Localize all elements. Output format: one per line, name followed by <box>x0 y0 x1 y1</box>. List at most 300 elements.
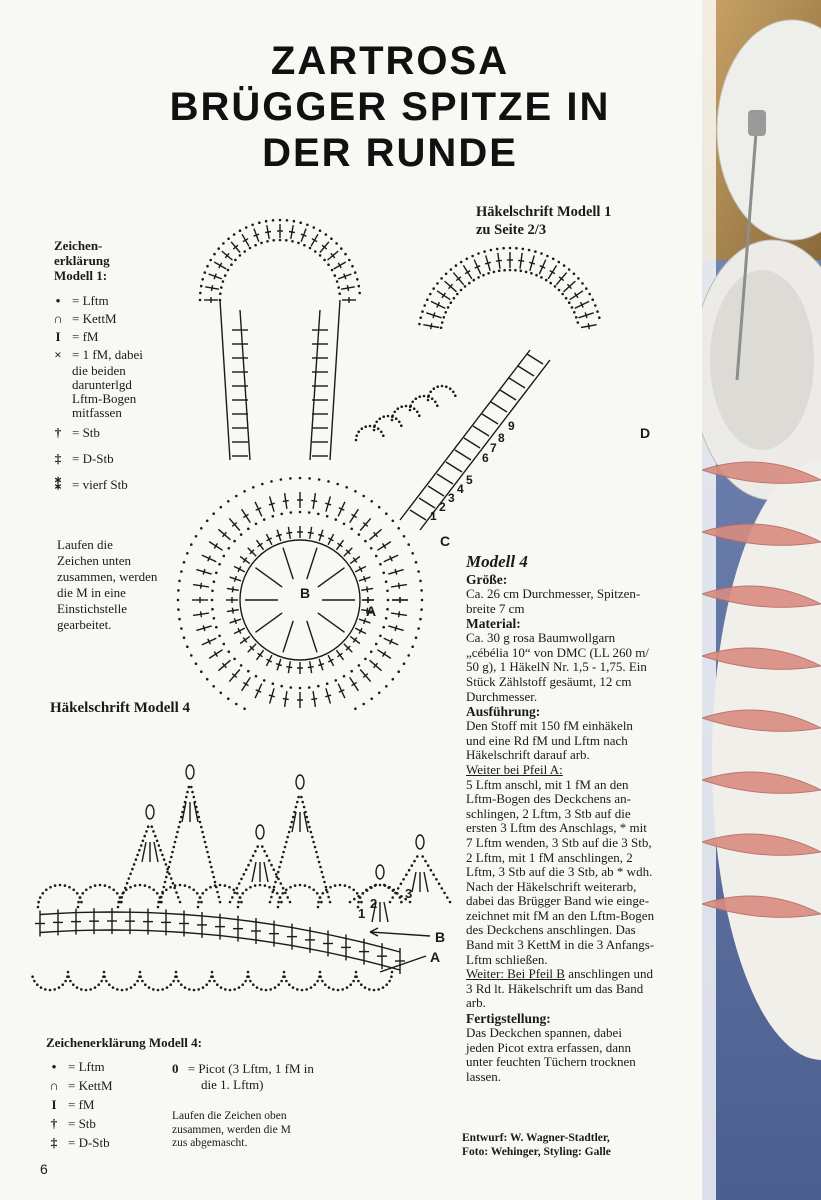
fan-chain <box>558 289 561 292</box>
ring-chain <box>240 533 243 536</box>
fan-chain <box>444 311 447 314</box>
upper-arc <box>360 901 363 904</box>
upper-arc <box>254 884 257 887</box>
peak-chain <box>389 901 392 904</box>
lower-arc <box>180 983 183 986</box>
scallop-chain <box>377 427 380 430</box>
peak-stitch <box>252 862 256 882</box>
upper-arc <box>259 884 262 887</box>
arrow-a-line: 2 Lftm, mit 1 fM anschlingen, 2 <box>466 849 633 865</box>
upper-arc <box>289 886 292 889</box>
diagram1-heading-line-2: zu Seite 2/3 <box>476 222 547 238</box>
instructions-heading: Modell 4 <box>466 552 528 571</box>
upper-arc <box>239 896 242 899</box>
lower-arc <box>103 971 106 974</box>
peak-chain <box>424 860 427 863</box>
upper-arc <box>157 906 160 909</box>
loop-chain <box>220 286 223 289</box>
fan-chain <box>573 311 576 314</box>
lower-arc <box>233 988 236 991</box>
lower-arc <box>213 980 216 983</box>
lower-arc <box>285 980 288 983</box>
band-stitch <box>464 438 480 448</box>
size-text <box>466 587 672 616</box>
upper-arc <box>192 889 195 892</box>
legend4-list <box>44 1057 154 1152</box>
legend-symbol: ∩ <box>53 311 63 326</box>
lower-arc <box>148 986 151 989</box>
outer-chain <box>415 561 418 564</box>
peak-chain <box>216 891 219 894</box>
loop-chain <box>293 220 296 223</box>
diagram1-num-5: 5 <box>466 473 473 487</box>
peak-chain <box>243 873 246 876</box>
outer-stitch <box>201 611 202 617</box>
loop-chain <box>239 229 242 232</box>
lower-arc <box>310 986 313 989</box>
material-line: „cébélia 10“ von DMC (LL 260 m/ <box>466 644 649 660</box>
loop-chain <box>337 286 340 289</box>
scallop-chain <box>423 395 426 398</box>
note-line: gearbeitet. <box>57 617 112 632</box>
diagram4-num-1: 1 <box>358 906 366 921</box>
loop-chain <box>243 250 246 253</box>
ring-chain <box>386 590 389 593</box>
peak-chain <box>430 869 433 872</box>
band-edge <box>400 350 550 530</box>
legend-row <box>48 446 158 472</box>
ring-chain <box>382 626 385 629</box>
loop-chain <box>319 229 322 232</box>
lower-arc <box>208 980 211 983</box>
note-line: Laufen die Zeichen oben <box>172 1110 287 1122</box>
lower-arc <box>244 980 247 983</box>
picot <box>256 825 264 839</box>
upper-arc <box>320 901 323 904</box>
upper-arc <box>64 884 67 887</box>
diagram1-num-1: 1 <box>430 509 437 523</box>
fan-chain <box>445 273 448 276</box>
size-heading: Größe: <box>466 572 508 587</box>
loop-chain <box>313 226 316 229</box>
upper-arc <box>156 892 159 895</box>
diagram1-num-6: 6 <box>482 451 489 465</box>
lower-arc <box>319 975 322 978</box>
ring-chain <box>223 555 226 558</box>
fan-chain <box>581 282 584 285</box>
upper-arc <box>94 884 97 887</box>
loop-stitch <box>265 232 271 233</box>
loop-chain <box>227 269 230 272</box>
scallop-chain <box>427 394 430 397</box>
fan-chain <box>466 258 469 261</box>
outer-stitch <box>201 583 202 589</box>
outer-chain <box>415 636 418 639</box>
peak-chain <box>427 864 430 867</box>
legend-text: mitfassen <box>72 405 122 420</box>
upper-arc <box>42 892 45 895</box>
lower-arc <box>175 971 178 974</box>
scallop-chain <box>454 394 457 397</box>
lower-arc <box>112 986 115 989</box>
fan-chain <box>525 271 528 274</box>
legend-row <box>44 1095 154 1114</box>
arrow-a-line: Lftm-Bogen des Deckchens an- <box>466 791 631 807</box>
band-stitch <box>518 366 534 376</box>
spoon-figure <box>748 110 766 136</box>
execution-line: Den Stoff mit 150 fM einhäkeln <box>466 718 633 734</box>
ring-stitch <box>276 664 282 666</box>
fan-chain <box>528 249 531 252</box>
ring-chain <box>317 685 320 688</box>
peak-chain <box>254 850 257 853</box>
fan-chain <box>577 321 580 324</box>
fan-chain <box>565 297 568 300</box>
upper-arc <box>237 901 240 904</box>
arrow-b <box>370 932 430 936</box>
peak-chain <box>147 825 150 828</box>
scallop-chain <box>411 401 414 404</box>
legend-symbol: ⁑ <box>54 477 62 492</box>
scallop-chain <box>418 395 421 398</box>
loop-chain <box>200 285 203 288</box>
execution-text <box>466 719 672 763</box>
fan-chain <box>554 285 557 288</box>
peak-chain <box>245 868 248 871</box>
peak-chain <box>215 886 218 889</box>
peak-chain <box>311 836 314 839</box>
upper-arc <box>205 889 208 892</box>
picot <box>416 835 424 849</box>
band-stitch <box>437 474 453 484</box>
legend-row <box>44 1114 154 1133</box>
lower-arc <box>125 988 128 991</box>
ring-chain <box>326 515 329 518</box>
upper-arc <box>129 886 132 889</box>
peak-chain <box>325 886 328 889</box>
upper-arc <box>294 884 297 887</box>
peak-chain <box>273 868 276 871</box>
scallop-chain <box>434 401 437 404</box>
upper-arc <box>79 896 82 899</box>
peak-stitch <box>154 842 158 862</box>
peak-chain <box>296 801 299 804</box>
scallop-chain <box>393 411 396 414</box>
band-stitch <box>509 378 525 388</box>
fan-chain <box>596 310 599 313</box>
lower-arc <box>241 983 244 986</box>
peak-chain <box>289 901 292 904</box>
upper-arc <box>319 896 322 899</box>
outer-chain <box>378 692 381 695</box>
diagram1-label-c: C <box>440 533 451 549</box>
diagram4-num-2: 2 <box>370 896 378 911</box>
lower-arc <box>108 983 111 986</box>
outer-stitch <box>283 699 289 700</box>
lower-arc <box>76 986 79 989</box>
outer-chain <box>403 662 406 665</box>
peak-chain <box>443 892 446 895</box>
fan-chain <box>514 269 517 272</box>
fan-chain <box>477 276 480 279</box>
lower-arc <box>346 986 349 989</box>
ring-chain <box>215 572 218 575</box>
peak-chain <box>329 901 332 904</box>
ring-chain <box>358 533 361 536</box>
lower-arc <box>319 971 322 974</box>
lower-arc <box>64 980 67 983</box>
fan-chain <box>447 306 450 309</box>
scallop-chain <box>369 425 372 428</box>
lower-arc <box>352 980 355 983</box>
loop-chain <box>224 274 227 277</box>
peak-chain <box>176 831 179 834</box>
peak-chain <box>353 898 356 901</box>
fan-chain <box>546 255 549 258</box>
outer-chain <box>220 692 223 695</box>
ring-chain <box>215 626 218 629</box>
peak-stitch <box>264 862 268 882</box>
upper-arc <box>104 884 107 887</box>
peak-chain <box>186 791 189 794</box>
outer-stitch <box>311 699 317 700</box>
legend4-note <box>172 1110 291 1151</box>
lower-arc <box>94 986 97 989</box>
lower-arc <box>175 975 178 978</box>
ring-chain <box>228 547 231 550</box>
upper-arc <box>179 884 182 887</box>
lower-arc <box>40 986 43 989</box>
peak-chain <box>175 836 178 839</box>
peak-chain <box>174 841 177 844</box>
lower-arc <box>121 989 124 992</box>
fan-chain <box>432 287 435 290</box>
scallop-chain <box>382 434 385 437</box>
loop-chain <box>327 263 330 266</box>
lower-arc <box>373 989 376 992</box>
fan-chain <box>534 250 537 253</box>
ring-chain <box>326 682 329 685</box>
peak-chain <box>209 861 212 864</box>
peak-chain <box>322 876 325 879</box>
ring-stitch <box>286 667 292 668</box>
lower-arc <box>283 975 286 978</box>
upper-arc <box>299 884 302 887</box>
diagram1-label-d: D <box>640 425 650 441</box>
loop-chain <box>265 220 268 223</box>
upper-arc <box>316 892 319 895</box>
lower-arc <box>332 988 335 991</box>
scallop-chain <box>355 439 358 442</box>
fan-chain <box>440 277 443 280</box>
fan-stitch <box>485 262 491 264</box>
picot-line-1: = Picot (3 Lftm, 1 fM in <box>187 1061 314 1076</box>
outer-chain <box>354 490 357 493</box>
picot <box>146 805 154 819</box>
loop-chain <box>351 265 354 268</box>
peak-chain <box>268 859 271 862</box>
peak-chain <box>411 864 414 867</box>
upper-arc <box>282 892 285 895</box>
peak-chain <box>289 826 292 829</box>
fan-chain <box>598 316 601 319</box>
ring-chain <box>343 675 346 678</box>
arrow-b-line: 3 Rd lt. Häkelschrift um das Band <box>466 980 644 996</box>
title-line-2: BRÜGGER SPITZE IN <box>169 85 611 129</box>
peak-chain <box>300 796 303 799</box>
upper-arc <box>268 886 271 889</box>
peak-chain <box>402 878 405 881</box>
arrow-a-line: zeichnet mit fM an den Lftm-Bogen <box>466 907 655 923</box>
lower-arc <box>80 988 83 991</box>
fan-chain <box>545 279 548 282</box>
scallop-chain <box>445 385 448 388</box>
page-fold <box>702 0 716 1200</box>
lower-arc <box>36 983 39 986</box>
material-text <box>466 631 672 704</box>
legend-text: = Stb <box>68 1115 96 1131</box>
upper-arc <box>49 886 52 889</box>
credits-line-2: Foto: Wehinger, Styling: Galle <box>462 1146 611 1158</box>
fan-chain <box>522 248 525 251</box>
outer-stitch <box>399 583 400 589</box>
fan-chain <box>568 301 571 304</box>
upper-arc <box>356 892 359 895</box>
legend1-heading-line-1: Zeichen- <box>54 238 103 253</box>
peak-chain <box>321 871 324 874</box>
fan-stitch <box>518 260 524 261</box>
peak-chain <box>250 859 253 862</box>
fan-chain <box>575 316 578 319</box>
lower-arc <box>296 988 299 991</box>
fan-chain <box>455 264 458 267</box>
lower-arc <box>301 989 304 992</box>
lower-arc <box>277 983 280 986</box>
outer-chain <box>417 627 420 630</box>
loop-chain <box>306 224 309 227</box>
peak-chain <box>165 863 168 866</box>
peak-chain <box>160 896 163 899</box>
ring-arrow <box>318 568 345 587</box>
lower-arc <box>184 986 187 989</box>
peak-chain <box>323 881 326 884</box>
scallop-chain <box>427 399 430 402</box>
ring-chain <box>335 518 338 521</box>
note-line: Laufen die <box>57 537 113 552</box>
fan-chain <box>509 269 512 272</box>
arrow-a-line: 7 Lftm wenden, 3 Stb auf die 3 Stb, <box>466 834 652 850</box>
scallop-chain <box>380 431 383 434</box>
fan-chain <box>561 293 564 296</box>
credits-line-1: Entwurf: W. Wagner-Stadtler, <box>462 1132 610 1144</box>
outer-chain <box>235 495 238 498</box>
peak-chain <box>122 891 125 894</box>
fan-chain <box>419 316 422 319</box>
loop-chain <box>258 221 261 224</box>
peak-chain <box>285 841 288 844</box>
scallop-chain <box>409 404 412 407</box>
upper-arc <box>280 901 283 904</box>
fan-chain <box>477 252 480 255</box>
lower-arc <box>292 986 295 989</box>
ring-chain <box>299 687 302 690</box>
ring-chain <box>213 617 216 620</box>
fan-chain <box>515 247 518 250</box>
band-stitch <box>446 462 462 472</box>
fan-chain <box>496 248 499 251</box>
upper-arc <box>108 886 111 889</box>
lower-arc <box>382 986 385 989</box>
peak-chain <box>190 786 193 789</box>
photo-artwork <box>702 0 821 1200</box>
peak-chain <box>400 895 403 898</box>
legend-text: Lftm-Bogen <box>72 391 137 406</box>
lower-arc <box>328 986 331 989</box>
lower-arc <box>172 980 175 983</box>
upper-arc <box>277 901 280 904</box>
upper-arc <box>72 889 75 892</box>
ring-chain <box>375 643 378 646</box>
outer-chain <box>177 599 180 602</box>
fan-stitch <box>433 312 435 318</box>
lower-arc <box>139 971 142 974</box>
loop-chain <box>309 247 312 250</box>
diagram1-num-4: 4 <box>457 482 464 496</box>
peak-chain <box>185 796 188 799</box>
arrow-b-rest: anschlingen und <box>564 966 654 982</box>
lower-arc <box>360 983 363 986</box>
lower-arc <box>249 980 252 983</box>
arrow-a-line: ersten 3 Lftm des Anschlags, * mit <box>466 820 647 836</box>
ring-chain <box>386 608 389 611</box>
fan-chain <box>450 301 453 304</box>
peak-chain <box>163 886 166 889</box>
upper-arc <box>277 906 280 909</box>
peak-chain <box>307 821 310 824</box>
lower-arc <box>166 986 169 989</box>
peak-chain <box>203 836 206 839</box>
ring-chain <box>211 590 214 593</box>
outer-stitch <box>325 695 331 697</box>
lower-arc <box>269 988 272 991</box>
upper-arc <box>184 884 187 887</box>
peak-chain <box>135 858 138 861</box>
legend-row <box>48 420 158 446</box>
lower-arc <box>33 980 36 983</box>
fan-stitch <box>588 323 589 329</box>
lower-arc <box>116 988 119 991</box>
outer-chain <box>220 506 223 509</box>
loop-chain <box>356 278 359 281</box>
upper-arc <box>312 889 315 892</box>
peak-chain <box>161 891 164 894</box>
lower-arc <box>211 975 214 978</box>
outer-stitch <box>203 625 205 631</box>
legend-row <box>48 292 158 310</box>
lower-arc <box>321 980 324 983</box>
outer-chain <box>318 478 321 481</box>
arrow-b-text <box>466 982 672 1011</box>
outer-chain <box>345 486 348 489</box>
peak-chain <box>131 868 134 871</box>
ring-chain <box>308 511 311 514</box>
upper-arc <box>112 889 115 892</box>
outer-chain <box>243 707 246 710</box>
material-line: Ca. 30 g rosa Baumwollgarn <box>466 630 616 646</box>
peak-chain <box>166 871 169 874</box>
scallop-chain <box>357 431 360 434</box>
band-stitch <box>491 402 507 412</box>
